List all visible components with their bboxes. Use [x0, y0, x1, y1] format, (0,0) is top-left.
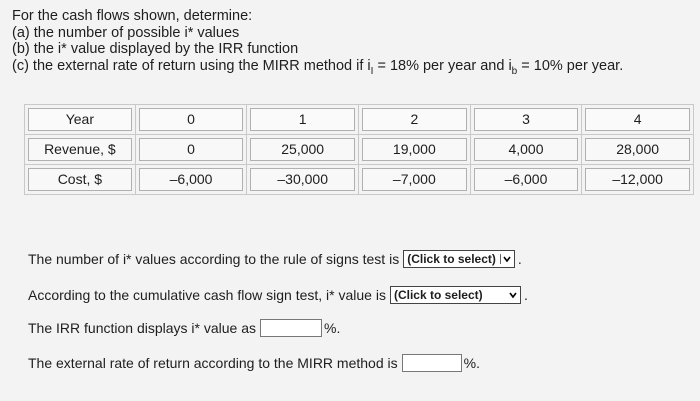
table-cell: –12,000 — [585, 168, 690, 191]
cash-flow-table — [24, 104, 694, 195]
table-cell: 28,000 — [585, 138, 690, 161]
subscript-b: b — [511, 65, 518, 77]
problem-statement — [12, 8, 623, 80]
question-a: The number of i* values according to the rule of signs test is (Click to select) . — [28, 251, 522, 267]
question-d-unit: %. — [463, 355, 480, 371]
table-header-cell: 3 — [474, 108, 579, 131]
problem-line-4-start: (c) the external rate of return using the MIRR method if i — [12, 57, 371, 74]
table-header-cell: 2 — [362, 108, 467, 131]
question-d-text: The external rate of return according to the MIRR method is — [28, 355, 398, 371]
mirr-value-input[interactable] — [402, 354, 462, 372]
table-header-cell: 0 — [139, 108, 244, 131]
question-d — [28, 354, 480, 372]
cumulative-sign-select[interactable] — [390, 286, 521, 304]
irr-value-input[interactable] — [260, 319, 322, 337]
question-c — [28, 319, 340, 337]
question-c-unit: %. — [324, 320, 341, 336]
table-header-year: Year — [28, 108, 132, 131]
problem-line-4-end: = 10% per year. — [517, 57, 624, 74]
table-cell: –6,000 — [474, 168, 579, 191]
rule-of-signs-select-value: (Click to select) — [407, 252, 496, 266]
table-header-cell: 4 — [585, 108, 690, 131]
table-row-cost — [25, 165, 694, 195]
subscript-i: I — [370, 65, 374, 77]
row-label: Cost, $ — [28, 168, 132, 191]
rule-of-signs-select[interactable] — [403, 250, 515, 268]
problem-line-1: For the cash flows shown, determine: — [12, 8, 253, 24]
cumulative-sign-select-value: (Click to select) — [393, 288, 483, 302]
table-cell: 25,000 — [250, 138, 355, 161]
problem-line-4-mid: = 18% per year and i — [373, 57, 512, 74]
table-row-revenue — [25, 135, 694, 165]
chevron-down-icon — [507, 290, 517, 300]
table-cell: –30,000 — [250, 168, 355, 191]
table-cell: 19,000 — [362, 138, 467, 161]
question-c-text: The IRR function displays i* value as — [28, 320, 256, 336]
table-cell: 4,000 — [474, 138, 579, 161]
table-header-row — [25, 105, 694, 135]
chevron-down-icon — [500, 254, 511, 264]
table-cell: –7,000 — [362, 168, 467, 191]
question-b-text: According to the cumulative cash flow sign test, i* value is — [28, 287, 386, 303]
table-cell: –6,000 — [139, 168, 244, 191]
table-header-cell: 1 — [250, 108, 355, 131]
problem-line-3: (b) the i* value displayed by the IRR function — [12, 41, 299, 57]
table-cell: 0 — [139, 138, 244, 161]
question-a-text: The number of i* values according to the rule of signs test is — [28, 251, 400, 267]
question-b: According to the cumulative cash flow sign test, i* value is (Click to select) . — [28, 287, 528, 303]
problem-line-2: (a) the number of possible i* values — [12, 24, 240, 41]
problem-line-4 — [12, 58, 623, 80]
row-label: Revenue, $ — [28, 138, 132, 161]
